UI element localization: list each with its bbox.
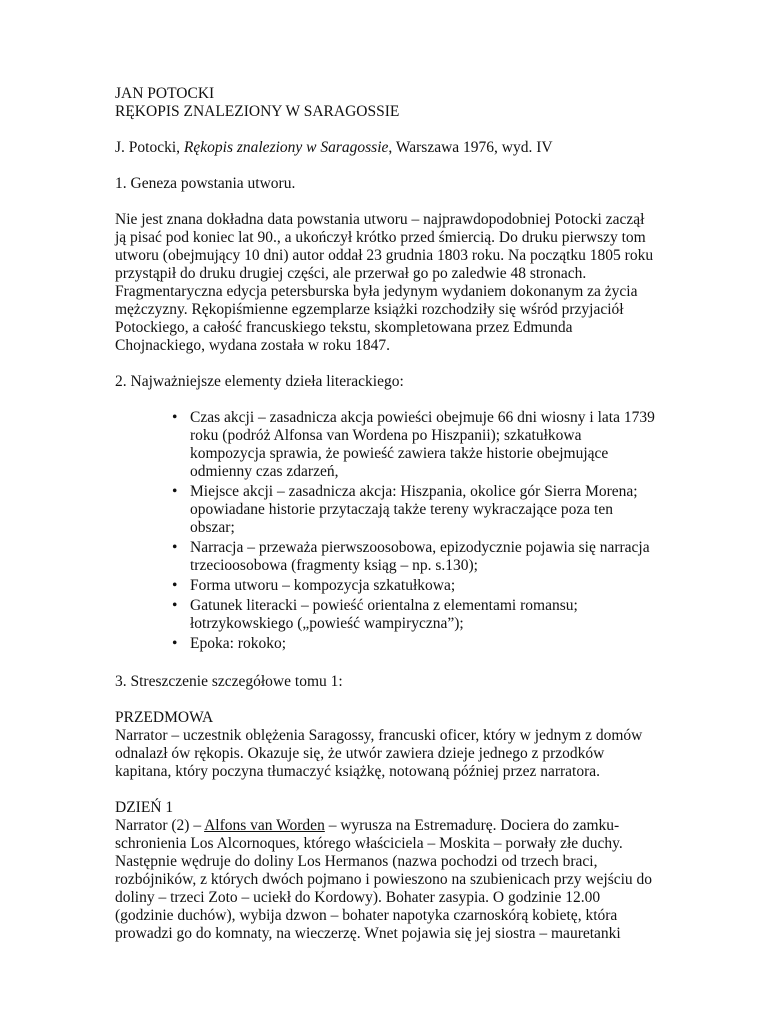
bullet-icon: • [172, 483, 178, 500]
citation [115, 139, 655, 157]
dzien-1-title: DZIEŃ 1 [115, 799, 174, 816]
elements-list [115, 409, 655, 653]
character-name: Alfons van Worden [204, 817, 325, 834]
section-1-heading: 1. Geneza powstania utworu. [115, 175, 296, 192]
section-3-heading: 3. Streszczenie szczegółowe tomu 1: [115, 673, 343, 690]
list-item-text: Narracja – przeważa pierwszoosobowa, epizodycznie pojawia się narracja trzecioosobowa (fragmenty ksiąg – np. s.130); [190, 539, 650, 574]
bullet-icon: • [172, 635, 178, 652]
przedmowa-text: Narrator – uczestnik oblężenia Saragossy, francuski oficer, który w jednym z domów odnalazł ów rękopis. Okazuje się, że utwór zawiera dzieje jednego z przodków kapitana, który poczyna tłumaczyć książkę, notowaną później przez narratora. [115, 727, 643, 780]
list-item [115, 483, 655, 537]
list-item-text: Epoka: rokoko; [190, 635, 286, 652]
document-body [115, 85, 655, 943]
citation-rest: , Warszawa 1976, wyd. IV [388, 139, 553, 156]
list-item [115, 597, 655, 633]
list-item [115, 409, 655, 481]
przedmowa-title: PRZEDMOWA [115, 709, 214, 726]
list-item-text: Forma utworu – kompozycja szkatułkowa; [190, 577, 456, 594]
list-item [115, 577, 655, 595]
citation-author: J. Potocki, [115, 139, 184, 156]
dzien-1-body: – wyrusza na Estremadurę. Dociera do zamku-schronienia Los Alcornoques, którego właściciela – Moskita – porwały złe duchy. Następnie wędruje do doliny Los Hermanos (nazwa pochodzi od trzech braci, rozbójników, z których dwóch pojmano i powieszono na szubienicach przy wejściu do doliny – trzeci Zoto – uciekł do Kordowy). Bohater zasypia. O godzinie 12.00 (godzinie duchów), wybija dzwon – bohater napotyka czarnoskórą kobietę, która prowadzi go do komnaty, na wieczerzę. Wnet pojawia się jej siostra – mauretanki [115, 817, 653, 942]
list-item-text: Miejsce akcji – zasadnicza akcja: Hiszpania, okolice gór Sierra Morena; opowiadane historie przytaczają także tereny wykraczające poza ten obszar; [190, 483, 638, 536]
list-item-text: Czas akcji – zasadnicza akcja powieści obejmuje 66 dni wiosny i lata 1739 roku (podróż Alfonsa van Wordena po Hiszpanii); szkatułkowa kompozycja sprawia, że powieść zawiera także historie obejmujące odmienny czas zdarzeń, [190, 409, 655, 480]
title-heading: RĘKOPIS ZNALEZIONY W SARAGOSSIE [115, 103, 400, 120]
section-2-heading: 2. Najważniejsze elementy dzieła literackiego: [115, 373, 404, 390]
list-item [115, 539, 655, 575]
author-heading: JAN POTOCKI [115, 85, 215, 102]
dzien-1-text [115, 817, 655, 943]
bullet-icon: • [172, 409, 178, 426]
bullet-icon: • [172, 597, 178, 614]
citation-title: Rękopis znaleziony w Saragossie [183, 139, 389, 156]
bullet-icon: • [172, 539, 178, 556]
list-item-text: Gatunek literacki – powieść orientalna z elementami romansu; łotrzykowskiego („powieść wampiryczna”); [190, 597, 578, 632]
dzien-1-pre: Narrator (2) – [115, 817, 205, 834]
bullet-icon: • [172, 577, 178, 594]
section-1-text: Nie jest znana dokładna data powstania utworu – najprawdopodobniej Potocki zaczął ją pisać pod koniec lat 90., a ukończył krótko przed śmiercią. Do druku pierwszy tom utworu (obejmujący 10 dni) autor oddał 23 grudnia 1803 roku. Na początku 1805 roku przystąpił do druku drugiej części, ale przerwał go po zaledwie 48 stronach. Fragmentaryczna edycja petersburska była jedynym wydaniem dokonanym za życia mężczyzny. Rękopiśmienne egzemplarze książki rozchodziły się wśród przyjaciół Potockiego, a całość francuskiego tekstu, skompletowana przez Edmunda Chojnackiego, wydana została w roku 1847. [115, 211, 654, 354]
list-item [115, 635, 655, 653]
